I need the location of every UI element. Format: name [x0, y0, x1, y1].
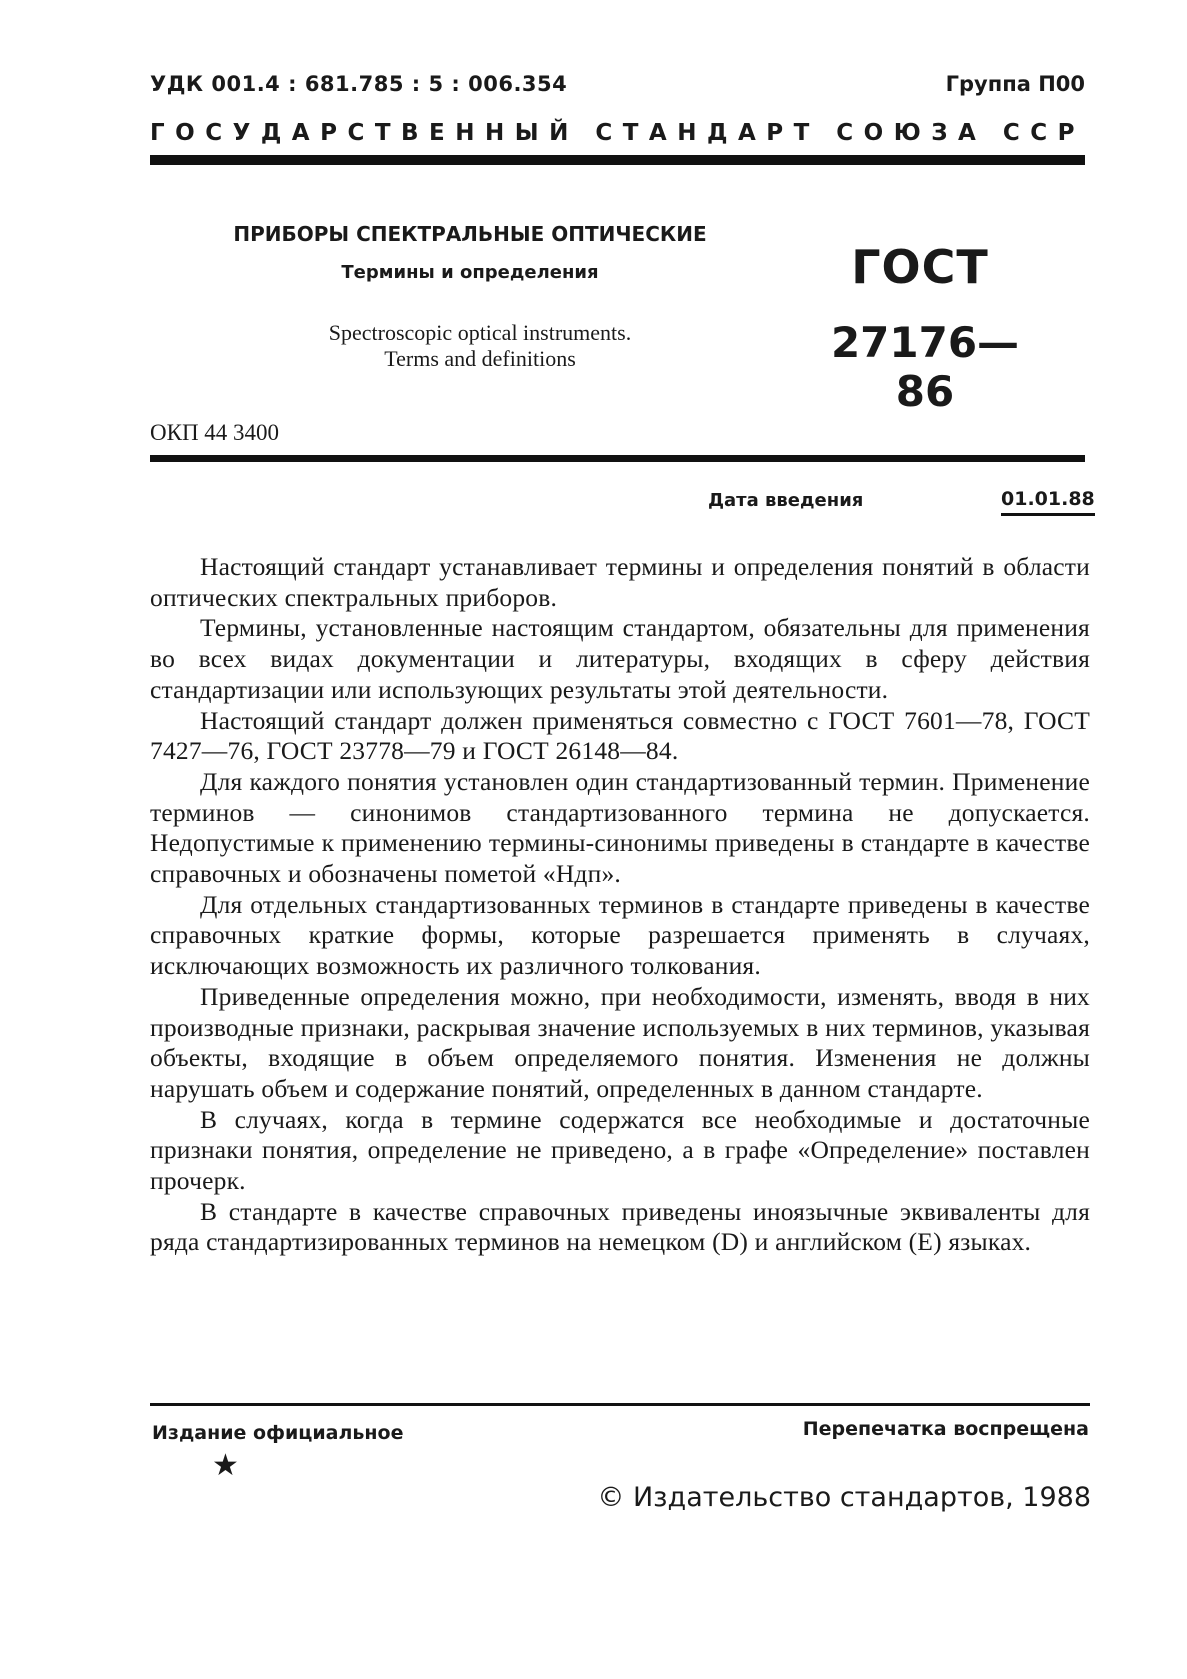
- gost-label: ГОСТ: [851, 240, 989, 294]
- reprint-prohibited-note: Перепечатка воспрещена: [802, 1418, 1089, 1440]
- paragraph: Для каждого понятия установлен один стандартизованный термин. Применение терминов — синонимов стандартизованного термина не допускается. Недопустимые к применению термины-синонимы приведены в стандарте в качестве справочных и обозначены пометой «Ндп».: [150, 766, 1090, 889]
- publisher-copyright: © Издательство стандартов, 1988: [597, 1482, 1091, 1513]
- paragraph: Настоящий стандарт устанавливает термины и определения понятий в области оптических спектральных приборов.: [150, 552, 1090, 612]
- top-rule: [150, 155, 1085, 165]
- star-icon: ★: [212, 1449, 239, 1482]
- okp-code: ОКП 44 3400: [150, 420, 280, 445]
- paragraph: Термины, установленные настоящим стандартом, обязательны для применения во всех видах документации и литературы, входящих в сферу действия стандартизации или использующих результаты этой деятельности.: [150, 613, 1090, 704]
- udk-code: УДК 001.4 : 681.785 : 5 : 006.354: [150, 72, 568, 96]
- paragraph: Настоящий стандарт должен применяться совместно с ГОСТ 7601—78, ГОСТ 7427—76, ГОСТ 23778—79 и ГОСТ 26148—84.: [150, 705, 1090, 766]
- body-text: [150, 552, 1090, 1258]
- english-title-line: Spectroscopic optical instruments.: [328, 320, 632, 345]
- bottom-rule: [150, 1403, 1090, 1406]
- official-edition-note: Издание официальное: [152, 1422, 404, 1444]
- state-standard-word: СТАНДАРТ: [595, 120, 820, 146]
- group-code: Группа П00: [945, 72, 1085, 96]
- document-title: ПРИБОРЫ СПЕКТРАЛЬНЫЕ ОПТИЧЕСКИЕ: [233, 222, 707, 246]
- document-subtitle: Термины и определения: [341, 262, 599, 283]
- middle-rule: [150, 455, 1085, 462]
- state-standard-word: ГОСУДАРСТВЕННЫЙ: [150, 120, 579, 146]
- paragraph: В случаях, когда в термине содержатся все необходимые и достаточные признаки понятия, определение не приведено, а в графе «Определение» поставлен прочерк.: [150, 1104, 1090, 1196]
- paragraph: Для отдельных стандартизованных терминов в стандарте приведены в качестве справочных краткие формы, которые разрешается применять в случаях, исключающих возможность их различного толкования.: [150, 889, 1090, 981]
- english-title: [220, 320, 740, 372]
- state-standard-heading: [150, 120, 1085, 146]
- state-standard-word: ССР: [1002, 120, 1085, 146]
- paragraph: В стандарте в качестве справочных приведены иноязычные эквиваленты для ряда стандартизированных терминов на немецком (D) и английском (E) языках.: [150, 1196, 1090, 1257]
- english-title-line: Terms and definitions: [384, 346, 576, 371]
- gost-number: 27176—86: [830, 318, 1020, 416]
- paragraph: Приведенные определения можно, при необходимости, изменять, вводя в них производные признаки, раскрывая значение используемых в них терминов, указывая объекты, входящие в объем определяемого понятия. Изменения не должны нарушать объем и содержание понятий, определенных в данном стандарте.: [150, 981, 1090, 1103]
- state-standard-word: СОЮЗА: [836, 120, 987, 146]
- intro-date-value: 01.01.88: [1001, 488, 1095, 516]
- intro-date-label: Дата введения: [708, 490, 864, 511]
